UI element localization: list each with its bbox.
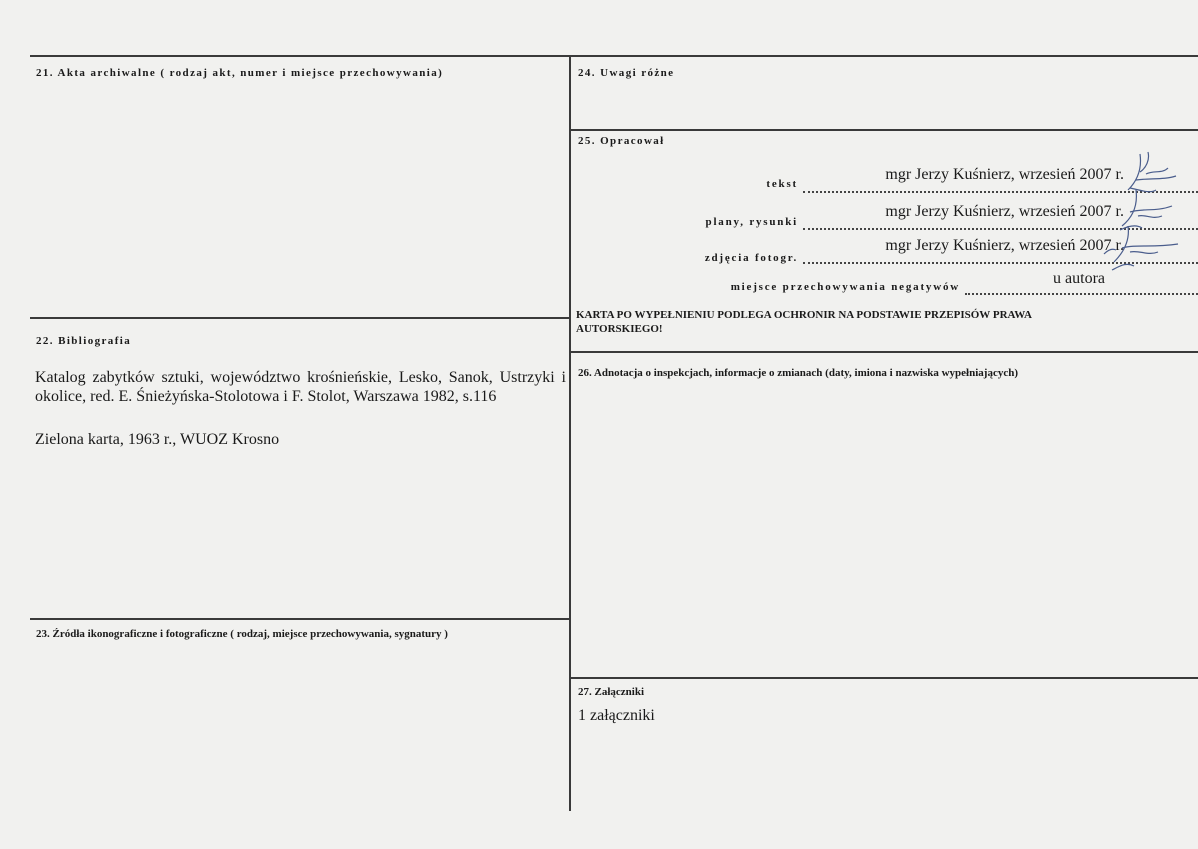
bibliography-entry-2: Zielona karta, 1963 r., WUOZ Krosno bbox=[35, 431, 280, 448]
divider-26-27 bbox=[570, 677, 1198, 679]
divider-21-22 bbox=[30, 317, 570, 319]
field-plans-value: mgr Jerzy Kuśnierz, wrzesień 2007 r. bbox=[885, 203, 1124, 220]
divider-22-23 bbox=[30, 618, 570, 620]
section-23-label: 23. Źródła ikonograficzne i fotograficzne ( rodzaj, miejsce przechowywania, sygnatury ) bbox=[36, 628, 448, 640]
divider-25-26 bbox=[570, 351, 1198, 353]
divider-24-25 bbox=[570, 129, 1198, 131]
section-25-label: 25. Opracował bbox=[578, 135, 665, 147]
field-plans-label: plany, rysunki bbox=[705, 216, 798, 228]
bibliography-entry-1: Katalog zabytków sztuki, województwo krośnieńskie, Lesko, Sanok, Ustrzyki i okolice, red. E. Śnieżyńska-Stolotowa i F. Stolot, Warszawa 1982, s.116 bbox=[35, 369, 566, 405]
column-divider bbox=[569, 55, 571, 811]
attachments-value: 1 załączniki bbox=[578, 707, 655, 724]
copyright-notice: KARTA PO WYPEŁNIENIU PODLEGA OCHRONIR NA PODSTAWIE PRZEPISÓW PRAWA AUTORSKIEGO! bbox=[576, 309, 1032, 335]
field-text-value: mgr Jerzy Kuśnierz, wrzesień 2007 r. bbox=[885, 166, 1124, 183]
field-text-label: tekst bbox=[766, 178, 798, 190]
section-24-label: 24. Uwagi różne bbox=[578, 67, 675, 79]
field-photos-label: zdjęcia fotogr. bbox=[704, 252, 798, 264]
section-22-label: 22. Bibliografia bbox=[36, 335, 132, 347]
field-negatives-dots bbox=[965, 293, 1198, 295]
section-27-label: 27. Załączniki bbox=[578, 686, 645, 698]
signature-3-icon bbox=[1100, 222, 1180, 272]
section-21-label: 21. Akta archiwalne ( rodzaj akt, numer i miejsce przechowywania) bbox=[36, 67, 444, 79]
top-border bbox=[30, 55, 1198, 57]
field-negatives-value: u autora bbox=[1053, 270, 1105, 287]
section-26-label: 26. Adnotacja o inspekcjach, informacje o zmianach (daty, imiona i nazwiska wypełniających) bbox=[578, 367, 1018, 379]
field-photos-value: mgr Jerzy Kuśnierz, wrzesień 2007 r. bbox=[885, 237, 1124, 254]
field-negatives-label: miejsce przechowywania negatywów bbox=[730, 281, 960, 293]
